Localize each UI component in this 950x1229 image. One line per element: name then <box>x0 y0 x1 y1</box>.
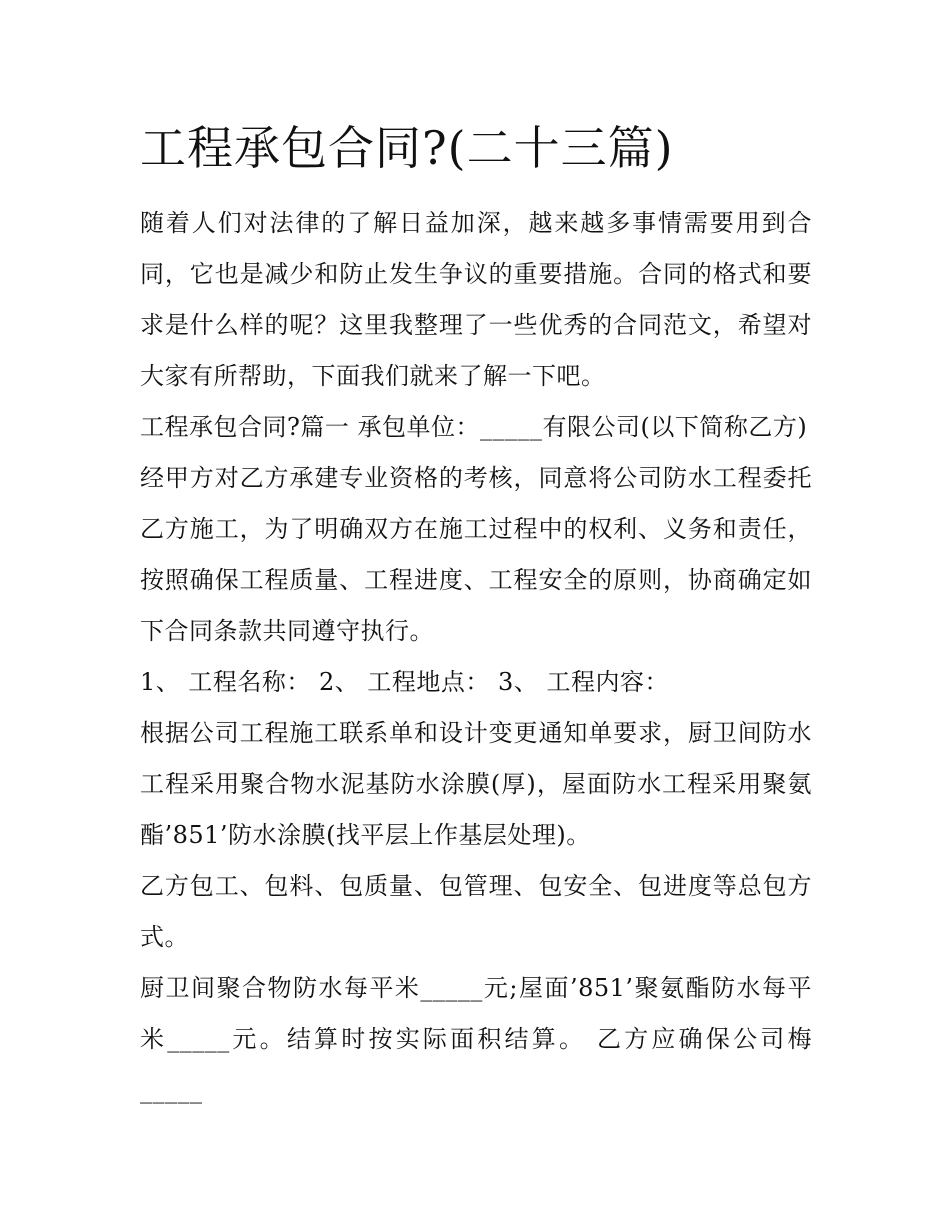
intro-paragraph: 随着人们对法律的了解日益加深，越来越多事情需要用到合同，它也是减少和防止发生争议的重要措施。合同的格式和要求是什么样的呢？这里我整理了一些优秀的合同范文，希望对大家有所帮助，下面我们就来了解一下吧。 <box>140 209 812 390</box>
document-title: 工程承包合同?(二十三篇) <box>140 121 674 175</box>
agreement-paragraph: 经甲方对乙方承建专业资格的考核，同意将公司防水工程委托乙方施工，为了明确双方在施工过程中的权利、义务和责任，按照确保工程质量、工程进度、工程安全的原则，协商确定如下合同条款共同遵守执行。 <box>140 464 812 645</box>
contractor-paragraph: 工程承包合同?篇一 承包单位：_____有限公司(以下简称乙方) <box>140 413 808 441</box>
document-body <box>140 198 812 1116</box>
scope-paragraph: 根据公司工程施工联系单和设计变更通知单要求，厨卫间防水工程采用聚合物水泥基防水涂膜(厚)，屋面防水工程采用聚氨酯’851’防水涂膜(找平层上作基层处理)。 <box>140 719 812 849</box>
project-info-paragraph: 1、 工程名称： 2、 工程地点： 3、 工程内容： <box>140 668 669 696</box>
pricing-paragraph: 厨卫间聚合物防水每平米_____元;屋面’851’聚氨酯防水每平米_____元。结算时按实际面积结算。 乙方应确保公司梅_____ <box>140 974 812 1104</box>
contract-mode-paragraph: 乙方包工、包料、包质量、包管理、包安全、包进度等总包方式。 <box>140 872 812 951</box>
